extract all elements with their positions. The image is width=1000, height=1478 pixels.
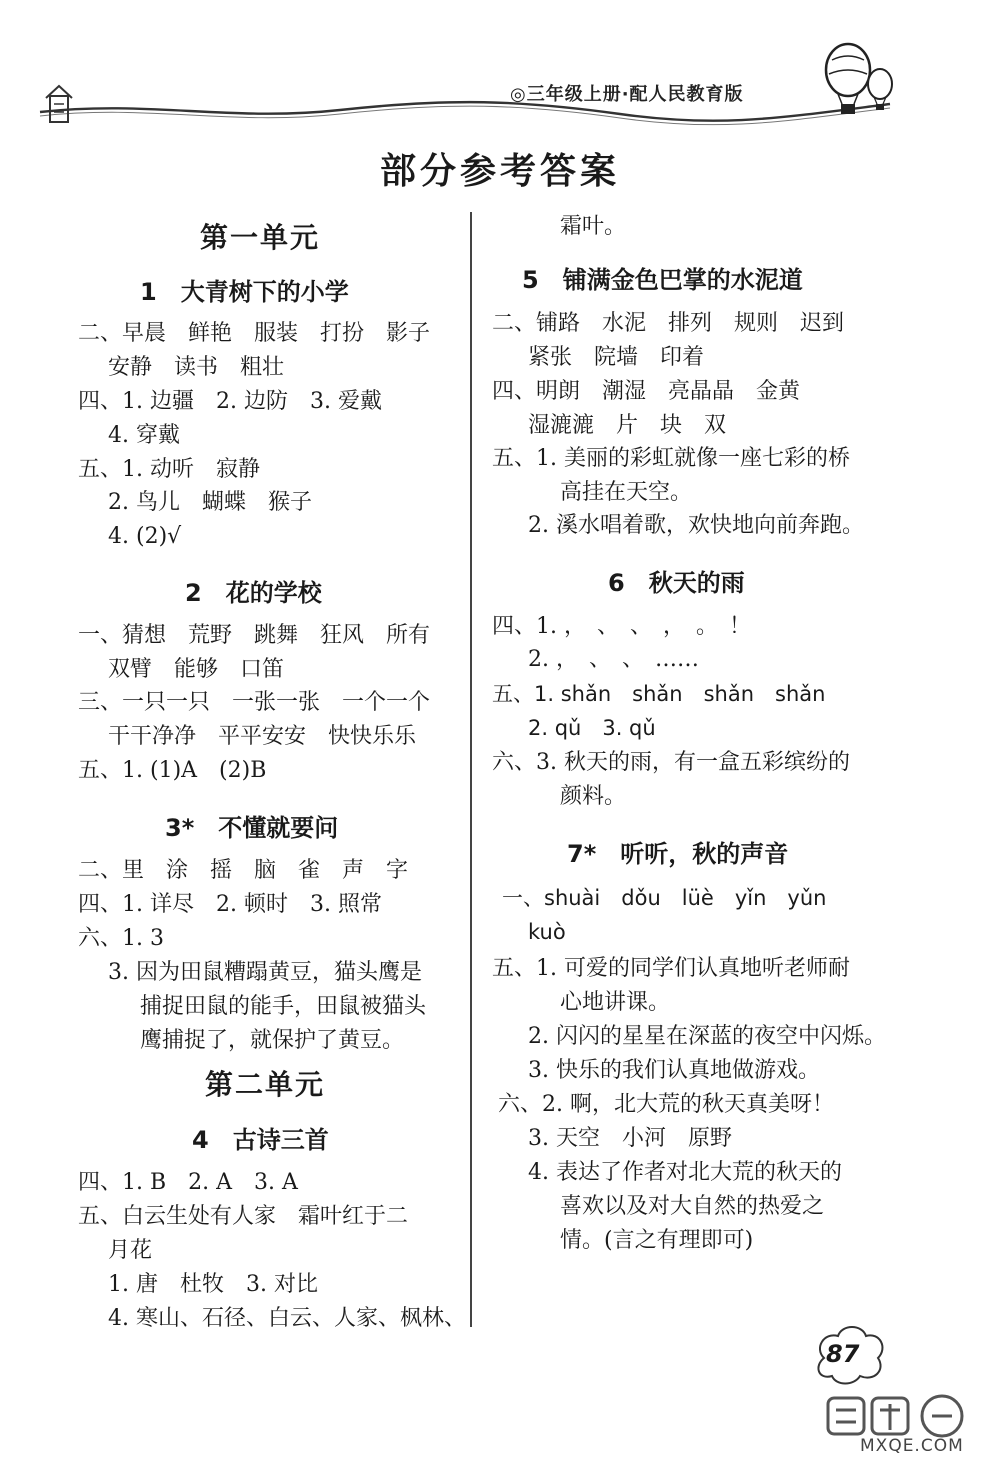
answer-line: 五、1. 动听 寂静 [78, 457, 260, 482]
answer-line: 安静 读书 粗壮 [108, 355, 285, 380]
answer-line: 捕捉田鼠的能手，田鼠被猫头 [140, 994, 427, 1019]
lesson-title: 7* 听听，秋的声音 [567, 840, 789, 868]
answer-line: 六、2. 啊，北大荒的秋天真美呀！ [498, 1092, 834, 1117]
answer-line: 4. 表达了作者对北大荒的秋天的 [528, 1160, 842, 1185]
answer-line: 五、白云生处有人家 霜叶红于二 [78, 1204, 409, 1229]
answer-line: 五、1. (1)A (2)B [78, 758, 267, 783]
answer-line: kuò [528, 920, 566, 944]
answer-line: 2. 闪闪的星星在深蓝的夜空中闪烁。 [528, 1024, 886, 1049]
answer-line: 二、里 涂 摇 脑 雀 声 字 [78, 858, 409, 883]
answer-line: 4. 穿戴 [108, 423, 180, 448]
answer-line: 五、1. 美丽的彩虹就像一座七彩的桥 [492, 446, 850, 471]
answer-line: 湿漉漉 片 块 双 [528, 413, 727, 438]
left-column [0, 0, 470, 1478]
page-title: 部分参考答案 [379, 151, 620, 192]
answer-line: 2. 鸟儿 蝴蝶 猴子 [108, 490, 312, 515]
book-edition-label: ◎三年级上册·配人民教育版 [510, 84, 744, 105]
answer-line: 五、1. shǎn shǎn shǎn shǎn [492, 682, 826, 706]
answer-line: 五、1. 可爱的同学们认真地听老师耐 [492, 956, 850, 981]
answer-line: 四、明朗 潮湿 亮晶晶 金黄 [492, 379, 801, 404]
lesson-title: 1 大青树下的小学 [140, 278, 349, 306]
watermark-text: MXQE.COM [860, 1436, 964, 1456]
right-column [472, 0, 1000, 1478]
answer-line: 四、1. 详尽 2. 顿时 3. 照常 [78, 892, 382, 917]
lesson-title: 6 秋天的雨 [608, 569, 745, 597]
answer-line: 心地讲课。 [560, 990, 671, 1015]
answer-line: 霜叶。 [560, 214, 627, 239]
answer-line: 喜欢以及对大自然的热爱之 [560, 1194, 825, 1219]
answer-line: 三、一只一只 一张一张 一个一个 [78, 690, 431, 715]
answer-line: 3. 因为田鼠糟蹋黄豆，猫头鹰是 [108, 960, 422, 985]
answer-line: 4. 寒山、石径、白云、人家、枫林、 [108, 1306, 466, 1331]
answer-line: 2. qǔ 3. qǔ [528, 716, 656, 740]
answer-line: 六、1. 3 [78, 926, 164, 951]
answer-line: 紧张 院墙 印着 [528, 345, 705, 370]
answer-line: 高挂在天空。 [560, 480, 693, 505]
page-number: 87 [826, 1340, 860, 1368]
lesson-title: 3* 不懂就要问 [165, 814, 339, 842]
answer-line: 2. 溪水唱着歌，欢快地向前奔跑。 [528, 513, 864, 538]
unit-title: 第二单元 [205, 1068, 326, 1101]
answer-line: 四、1. 边疆 2. 边防 3. 爱戴 [78, 389, 382, 414]
lesson-title: 2 花的学校 [185, 579, 322, 607]
answer-line: 月花 [108, 1238, 153, 1263]
answer-line: 1. 唐 杜牧 3. 对比 [108, 1272, 318, 1297]
answer-line: 二、早晨 鲜艳 服装 打扮 影子 [78, 321, 431, 346]
answer-line: 干干净净 平平安安 快快乐乐 [108, 724, 417, 749]
answer-line: 3. 天空 小河 原野 [528, 1126, 732, 1151]
answer-line: 情。(言之有理即可) [560, 1228, 754, 1253]
lesson-title: 5 铺满金色巴掌的水泥道 [522, 266, 803, 294]
answer-line: 一、猜想 荒野 跳舞 狂风 所有 [78, 623, 431, 648]
watermark-logo [820, 1392, 1000, 1440]
answer-line: 四、1. ， 、 、 ， 。 ！ [492, 614, 751, 639]
answer-line: 双臂 能够 口笛 [108, 657, 285, 682]
answer-line: 二、铺路 水泥 排列 规则 迟到 [492, 311, 845, 336]
answer-line: 一、shuài dǒu lüè yǐn yǔn [502, 886, 827, 910]
answer-line: 六、3. 秋天的雨，有一盒五彩缤纷的 [492, 750, 850, 775]
lesson-title: 4 古诗三首 [192, 1126, 329, 1154]
unit-title: 第一单元 [200, 221, 321, 254]
answer-line: 鹰捕捉了，就保护了黄豆。 [140, 1028, 405, 1053]
answer-line: 四、1. B 2. A 3. A [78, 1170, 298, 1195]
answer-line: 4. (2)√ [108, 524, 182, 549]
answer-line: 2. ， 、 、 …… [528, 647, 699, 672]
answer-line: 颜料。 [560, 784, 627, 809]
answer-line: 3. 快乐的我们认真地做游戏。 [528, 1058, 820, 1083]
